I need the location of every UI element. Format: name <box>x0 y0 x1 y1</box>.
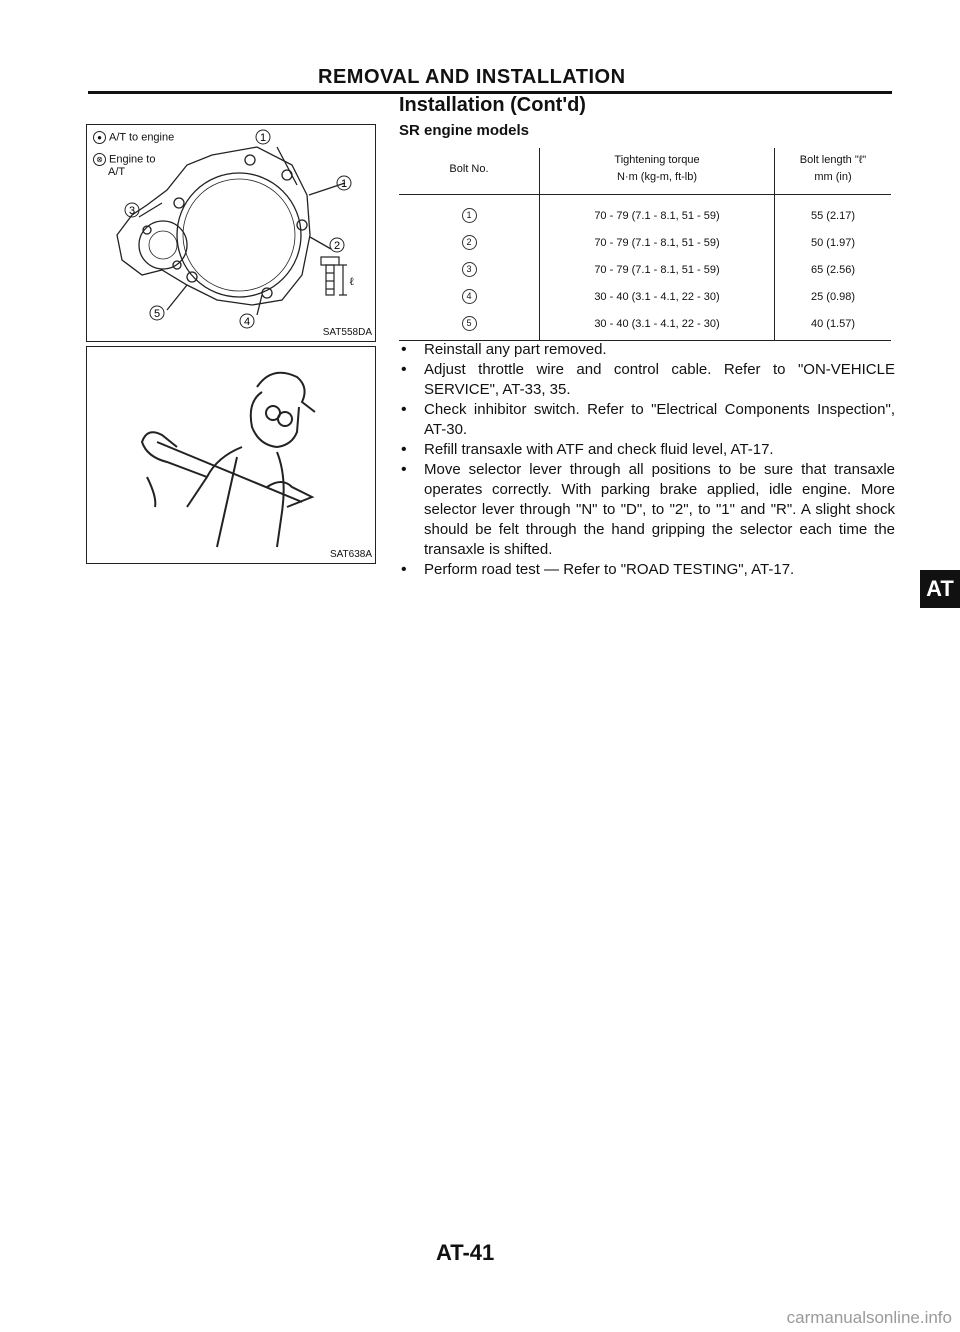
bolt-number-1: 1 <box>462 208 477 223</box>
list-item: • Refill transaxle with ATF and check fluid level, AT-17. <box>399 440 895 460</box>
bolt-number-3: 3 <box>462 262 477 277</box>
bolt-length-label: ℓ <box>349 276 355 288</box>
legend-engine-to-at: ⊗ Engine to <box>93 153 155 166</box>
torque-cell: 30 - 40 (3.1 - 4.1, 22 - 30) <box>540 283 775 310</box>
legend-at-to-engine: ● A/T to engine <box>93 131 174 144</box>
list-item: • Adjust throttle wire and control cable. Refer to "ON-VEHICLE SERVICE", AT-33, 35. <box>399 360 895 400</box>
column-header-bolt-no: Bolt No. <box>399 148 540 195</box>
mechanic-hand <box>267 482 312 507</box>
bolt-icon <box>321 257 347 295</box>
table-row <box>399 256 891 283</box>
subsection-title: SR engine models <box>399 122 530 139</box>
length-cell: 50 (1.97) <box>810 236 856 249</box>
length-cell: 25 (0.98) <box>810 290 856 303</box>
list-item: • Check inhibitor switch. Refer to "Electrical Components Inspection", AT-30. <box>399 400 895 440</box>
bolt-number-2: 2 <box>462 235 477 250</box>
installation-steps-list <box>399 340 895 580</box>
table-row <box>399 229 891 256</box>
table-row <box>399 310 891 341</box>
bolt-number-5: 5 <box>462 316 477 331</box>
callout-3: 3 <box>128 205 136 217</box>
callout-4: 4 <box>243 316 251 328</box>
list-item: • Perform road test — Refer to "ROAD TESTING", AT-17. <box>399 560 895 580</box>
section-tab-at[interactable]: AT <box>920 570 960 608</box>
section-title: Installation (Cont'd) <box>399 94 586 116</box>
callout-5: 5 <box>153 308 161 320</box>
length-cell: 55 (2.17) <box>810 209 856 222</box>
mechanic-cap <box>257 373 315 412</box>
page-header-title: REMOVAL AND INSTALLATION <box>318 66 626 88</box>
tightening-torque-table <box>399 148 891 341</box>
table-row <box>399 195 891 230</box>
page-number: AT-41 <box>436 1240 495 1265</box>
transaxle-housing-diagram <box>87 125 375 341</box>
legend-engine-to-at-line2: A/T <box>108 166 126 178</box>
mechanic-body <box>187 447 284 547</box>
length-cell: 40 (1.57) <box>775 310 892 341</box>
list-item: • Move selector lever through all positions to be sure that transaxle operates correctly. With parking brake applied, idle engine. More selector lever through "N" to "D", to "2", to "1" and "R". A slight shock should be felt through the hand gripping the selector each time the transaxle is shifted. <box>399 460 895 560</box>
table-header-row <box>399 148 891 195</box>
callout-1-right: 1 <box>340 178 348 190</box>
mechanic-illustration <box>87 347 375 563</box>
bolt-location-figure <box>86 124 376 342</box>
length-cell: 65 (2.56) <box>810 263 856 276</box>
watermark: carmanualsonline.info <box>786 1308 952 1327</box>
table-row <box>399 283 891 310</box>
housing-bore <box>177 173 301 297</box>
callout-2: 2 <box>333 240 341 252</box>
callout-1-top: 1 <box>259 132 267 144</box>
column-header-torque: Tightening torque N·m (kg-m, ft-lb) <box>540 148 775 195</box>
cross-circle-icon: ⊗ <box>93 153 106 166</box>
torque-cell: 30 - 40 (3.1 - 4.1, 22 - 30) <box>540 310 775 341</box>
mechanic-arm <box>142 432 207 477</box>
list-item: • Reinstall any part removed. <box>399 340 895 360</box>
torque-cell: 70 - 79 (7.1 - 8.1, 51 - 59) <box>540 195 775 230</box>
torque-cell: 70 - 79 (7.1 - 8.1, 51 - 59) <box>540 229 775 256</box>
column-header-length: Bolt length "ℓ" mm (in) <box>775 148 892 195</box>
figure-code: SAT558DA <box>322 327 372 338</box>
bolt-number-4: 4 <box>462 289 477 304</box>
filled-dot-icon: ● <box>93 131 106 144</box>
mechanic-figure <box>86 346 376 564</box>
torque-cell: 70 - 79 (7.1 - 8.1, 51 - 59) <box>540 256 775 283</box>
figure-code: SAT638A <box>329 549 372 560</box>
